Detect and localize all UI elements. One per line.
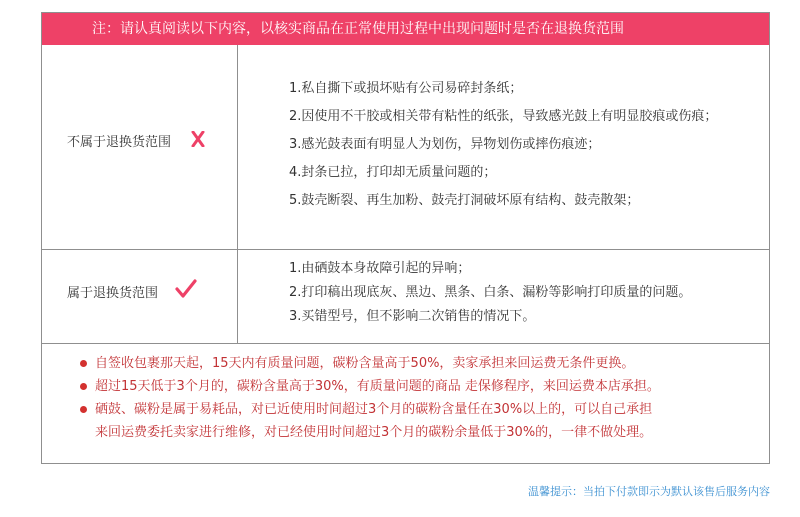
list-item: 2.打印稿出现底灰、黑边、黑条、白条、漏粉等影响打印质量的问题。	[289, 285, 692, 300]
note-item	[80, 352, 660, 375]
policy-notes	[80, 352, 660, 444]
policy-table	[41, 12, 770, 464]
list-item: 3.买错型号，但不影响二次销售的情况下。	[289, 309, 536, 324]
check-icon	[175, 278, 197, 300]
list-item: 5.鼓壳断裂、再生加粉、鼓壳打洞破坏原有结构、鼓壳散架；	[289, 193, 640, 208]
covered-row	[42, 250, 769, 344]
not-covered-label-cell	[42, 45, 238, 249]
note-text: 自签收包裹那天起，15天内有质量问题，碳粉含量高于50%，卖家承担来回运费无条件更换。	[95, 356, 635, 371]
list-item: 4.封条已拉，打印却无质量问题的；	[289, 165, 497, 180]
not-covered-label: 不属于退换货范围	[67, 135, 172, 150]
footer-tip: 温馨提示：当拍下付款即示为默认该售后服务内容	[528, 485, 770, 498]
list-item: 1.由硒鼓本身故障引起的异响；	[289, 261, 471, 276]
list-item: 3.感光鼓表面有明显人为划伤，异物划伤或摔伤痕迹；	[289, 137, 601, 152]
covered-list	[289, 258, 691, 330]
note-text: 硒鼓、碳粉是属于易耗品，对已近使用时间超过3个月的碳粉含量任在30%以上的，可以自己承担	[95, 402, 653, 417]
note-text-continued: 来回运费委托卖家进行维修，对已经使用时间超过3个月的碳粉余量低于30%的，一律不做处理。	[95, 425, 653, 440]
list-item: 2.因使用不干胶或相关带有粘性的纸张，导致感光鼓上有明显胶痕或伤痕；	[289, 109, 718, 124]
bullet-icon	[80, 406, 87, 413]
note-item	[80, 398, 660, 444]
cross-icon	[191, 131, 205, 147]
not-covered-list	[289, 75, 717, 215]
notice-header: 注：请认真阅读以下内容，以核实商品在正常使用过程中出现问题时是否在退换货范围	[42, 13, 769, 45]
bullet-icon	[80, 383, 87, 390]
note-text: 超过15天低于3个月的，碳粉含量高于30%，有质量问题的商品 走保修程序，来回运费本店承担。	[95, 379, 660, 394]
list-item: 1.私自撕下或损坏贴有公司易碎封条纸；	[289, 81, 523, 96]
note-item	[80, 375, 660, 398]
covered-label-cell	[42, 250, 238, 343]
covered-label: 属于退换货范围	[67, 286, 159, 301]
bullet-icon	[80, 360, 87, 367]
not-covered-row	[42, 45, 769, 250]
